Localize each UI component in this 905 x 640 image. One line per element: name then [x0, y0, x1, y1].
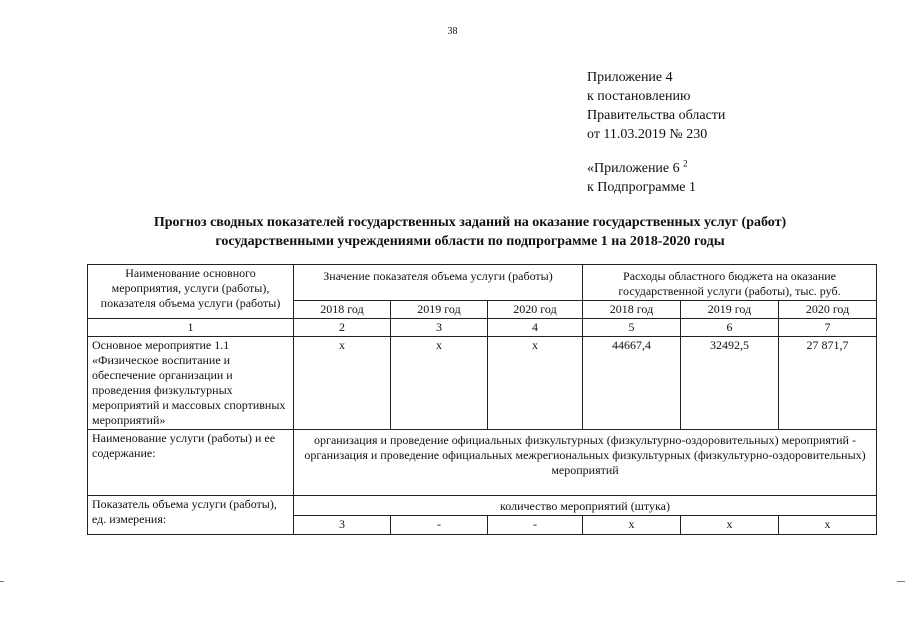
value-cell: -	[391, 516, 488, 535]
year-cell: 2019 год	[681, 301, 779, 319]
year-cell: 2020 год	[488, 301, 583, 319]
appendix-line: от 11.03.2019 № 230	[587, 127, 708, 142]
value-cell: 32492,5	[681, 337, 779, 430]
value-cell: х	[583, 516, 681, 535]
column-number-cell: 7	[779, 319, 877, 337]
table-header-row	[88, 265, 877, 301]
scan-edge-mark	[897, 581, 905, 582]
table-row	[88, 337, 877, 430]
year-cell: 2018 год	[583, 301, 681, 319]
title-line: государственными учреждениями области по подпрограмме 1 на 2018-2020 годы	[215, 234, 725, 249]
column-number-cell: 6	[681, 319, 779, 337]
appendix-superscript: 2	[683, 158, 688, 169]
value-cell: х	[488, 337, 583, 430]
row-name-cell: Наименование услуги (работы) и ее содержание:	[88, 430, 294, 496]
appendix-block	[587, 68, 725, 197]
value-cell: х	[391, 337, 488, 430]
title-line: Прогноз сводных показателей государственных заданий на оказание государственных услуг (работ)	[153, 215, 787, 230]
value-cell: -	[488, 516, 583, 535]
value-cell: х	[681, 516, 779, 535]
appendix-line: к постановлению	[587, 89, 691, 104]
header-name-cell: Наименование основного мероприятия, услуги (работы), показателя объема услуги (работы)	[88, 265, 294, 319]
appendix-line: Правительства области	[587, 108, 726, 123]
value-cell: х	[779, 516, 877, 535]
appendix-line	[587, 159, 725, 178]
forecast-table	[87, 264, 877, 535]
appendix-line-text: «Приложение 6	[587, 161, 680, 176]
year-cell: 2020 год	[779, 301, 877, 319]
column-number-cell: 5	[583, 319, 681, 337]
service-content-line: организация и проведение официальных межрегиональных физкультурных (физкультурно-оздоровительных) мероприятий	[304, 448, 866, 477]
column-number-cell: 2	[294, 319, 391, 337]
column-number-cell: 3	[391, 319, 488, 337]
appendix-gap	[587, 144, 725, 159]
table-row	[88, 496, 877, 516]
year-cell: 2019 год	[391, 301, 488, 319]
appendix-line: Приложение 4	[587, 70, 673, 85]
scan-edge-mark	[0, 581, 4, 582]
page-number: 38	[447, 26, 458, 37]
table-column-numbers-row	[88, 319, 877, 337]
row-name-cell: Показатель объема услуги (работы), ед. измерения:	[88, 496, 294, 535]
column-number-cell: 1	[88, 319, 294, 337]
unit-cell: количество мероприятий (штука)	[294, 496, 877, 516]
year-cell: 2018 год	[294, 301, 391, 319]
service-content-cell	[294, 430, 877, 496]
value-cell: х	[294, 337, 391, 430]
service-content-line: организация и проведение официальных физкультурных (физкультурно-оздоровительных) мероприятий -	[314, 433, 856, 447]
row-name-cell: Основное мероприятие 1.1 «Физическое воспитание и обеспечение организации и проведения физкультурных мероприятий и массовых спортивных мероприятий»	[88, 337, 294, 430]
column-number-cell: 4	[488, 319, 583, 337]
table-row	[88, 430, 877, 496]
value-cell: 27 871,7	[779, 337, 877, 430]
appendix-line: к Подпрограмме 1	[587, 180, 697, 195]
header-expenses-cell: Расходы областного бюджета на оказание государственной услуги (работы), тыс. руб.	[583, 265, 877, 301]
header-volume-cell: Значение показателя объема услуги (работы)	[294, 265, 583, 301]
value-cell: 3	[294, 516, 391, 535]
document-title	[100, 213, 840, 251]
value-cell: 44667,4	[583, 337, 681, 430]
